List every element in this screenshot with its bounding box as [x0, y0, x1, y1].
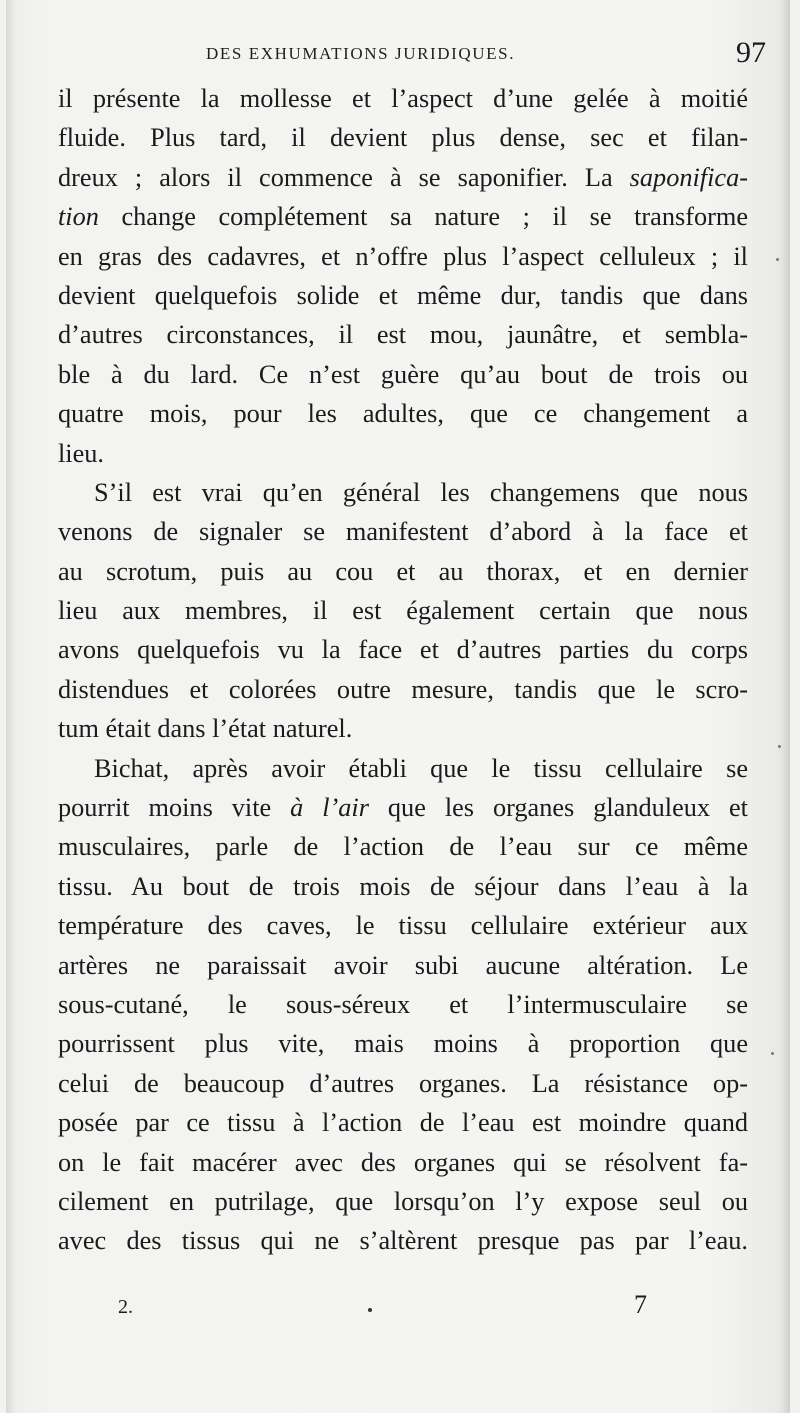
text-line: température des caves, le tissu cellulaire extérieur aux — [58, 911, 748, 941]
text-line: dreux ; alors il commence à se saponifier. La saponifica- — [58, 162, 748, 192]
page-footer — [6, 1290, 790, 1330]
print-speck — [778, 745, 781, 748]
text-line: on le fait macérer avec des organes qui se résolvent fa- — [58, 1147, 748, 1177]
text-line: pourrissent plus vite, mais moins à proportion que — [58, 1029, 748, 1059]
paragraph-1 — [58, 79, 748, 473]
text-line: tum était dans l’état naturel. — [58, 714, 353, 744]
page-number: 97 — [736, 36, 766, 69]
text-line: il présente la mollesse et l’aspect d’une gelée à moitié — [58, 84, 748, 113]
text-line: lieu. — [58, 438, 105, 468]
text-line: tissu. Au bout de trois mois de séjour dans l’eau à la — [58, 871, 748, 901]
text-line: devient quelquefois solide et même dur, tandis que dans — [58, 280, 748, 310]
print-speck — [776, 258, 779, 261]
text-line: en gras des cadavres, et n’offre plus l’aspect celluleux ; il — [58, 241, 748, 271]
text-line: d’autres circonstances, il est mou, jaunâtre, et sembla- — [58, 320, 748, 350]
text-line: celui de beaucoup d’autres organes. La résistance op- — [58, 1068, 748, 1098]
text-line: pourrit moins vite à l’air que les organes glanduleux et — [58, 793, 748, 823]
paragraph-3 — [58, 749, 748, 1261]
text-line: lieu aux membres, il est également certain que nous — [58, 596, 748, 626]
sheet-number: 7 — [634, 1290, 647, 1319]
paragraph-2 — [58, 473, 748, 749]
print-speck — [368, 1308, 372, 1312]
text-line: avec des tissus qui ne s’altèrent presque pas par l’eau. — [58, 1226, 748, 1256]
text-line: distendues et colorées outre mesure, tandis que le scro- — [58, 674, 748, 704]
text-line: tion change complétement sa nature ; il se transforme — [58, 202, 748, 232]
text-line: au scrotum, puis au cou et au thorax, et en dernier — [58, 556, 748, 586]
text-line: musculaires, parle de l’action de l’eau sur ce même — [58, 832, 748, 862]
page-header — [206, 36, 766, 80]
text-line: Bichat, après avoir établi que le tissu cellulaire se — [94, 753, 748, 783]
text-line: fluide. Plus tard, il devient plus dense, sec et filan- — [58, 123, 748, 153]
signature-mark: 2. — [118, 1296, 133, 1318]
page-edge — [780, 0, 790, 1413]
text-line: artères ne paraissait avoir subi aucune altération. Le — [58, 950, 748, 980]
running-title: DES EXHUMATIONS JURIDIQUES. — [206, 44, 516, 63]
book-page — [6, 0, 790, 1413]
text-line: cilement en putrilage, que lorsqu’on l’y expose seul ou — [58, 1186, 748, 1216]
body-text — [58, 79, 748, 1261]
print-speck — [771, 1052, 774, 1055]
text-line: avons quelquefois vu la face et d’autres parties du corps — [58, 635, 748, 665]
text-line: venons de signaler se manifestent d’abord à la face et — [58, 517, 748, 547]
text-line: ble à du lard. Ce n’est guère qu’au bout de trois ou — [58, 359, 748, 389]
text-line: quatre mois, pour les adultes, que ce changement a — [58, 399, 748, 429]
text-line: sous-cutané, le sous-séreux et l’intermusculaire se — [58, 989, 748, 1019]
text-line: posée par ce tissu à l’action de l’eau est moindre quand — [58, 1108, 748, 1138]
text-line: S’il est vrai qu’en général les changemens que nous — [94, 477, 748, 507]
